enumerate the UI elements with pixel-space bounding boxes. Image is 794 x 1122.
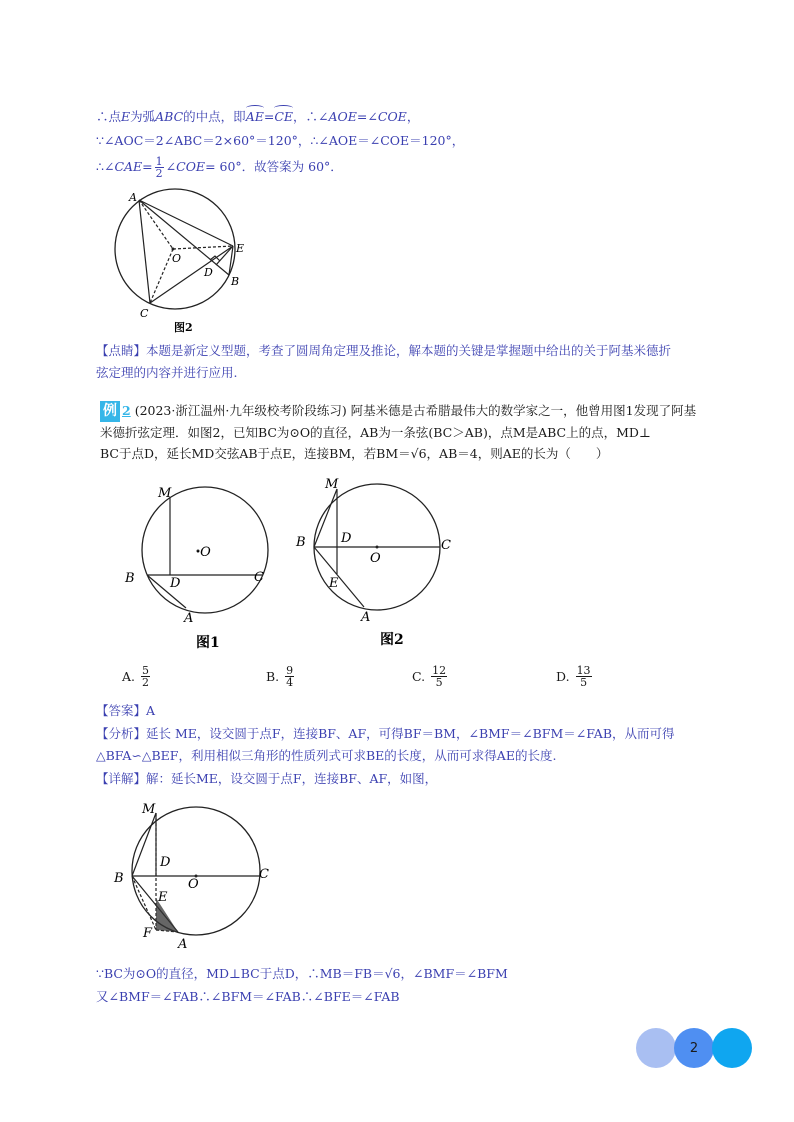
example-number: 2	[122, 403, 131, 418]
fig2-bm	[314, 489, 337, 547]
detail-label-f: F	[143, 926, 153, 941]
answer-line: 【答案】A	[96, 703, 156, 718]
detail-label-d: D	[160, 855, 171, 870]
question-line-3: BC于点D，延长MD交弦AB于点E，连接BM，若BM＝√6，AB＝4，则AE的长为（ ）	[100, 446, 609, 461]
page-number: 2	[689, 1040, 699, 1056]
choice-a[interactable]: A. $\frac{5}{2}$	[122, 664, 150, 689]
segment-oe	[173, 246, 233, 249]
fig2-label-m: M	[325, 478, 339, 492]
fig2-label-b: B	[296, 535, 306, 550]
choice-d[interactable]: D. $\frac{13}{5}$	[556, 664, 591, 689]
fig1-caption: 图1	[196, 635, 220, 651]
figure-top-circle	[104, 186, 264, 336]
proof-line-1: ∵BC为⊙O的直径，MD⊥BC于点D，∴MB＝FB＝√6，∠BMF＝∠BFM	[96, 966, 508, 981]
example-badge: 例	[100, 401, 120, 422]
arc-ae: AE	[245, 109, 264, 124]
fig2-caption: 图2	[380, 632, 404, 648]
figure-caption-top: 图2	[174, 321, 193, 334]
detail-label-m: M	[142, 802, 156, 817]
solution-line-2: ∵∠AOC＝2∠ABC＝2×60°＝120°，∴∠AOE＝∠COE＝120°，	[96, 133, 465, 148]
arc-ce: CE	[274, 109, 294, 124]
figures-1-2	[118, 478, 468, 656]
choice-c[interactable]: C. $\frac{12}{5}$	[412, 664, 447, 689]
detail-line: 【详解】解：延长ME，设交圆于点F，连接BF、AF，如图，	[96, 771, 438, 786]
fig2-label-o: O	[370, 551, 381, 566]
fig1-label-a: A	[184, 611, 194, 626]
fraction-half: $\frac{1}{2}$	[155, 155, 163, 180]
comment-line-2: 弦定理的内容并进行应用.	[96, 365, 238, 380]
proof-line-2: 又∠BMF＝∠FAB∴∠BFM＝∠FAB∴∠BFE＝∠FAB	[96, 989, 400, 1004]
page-circle-dark	[712, 1028, 752, 1068]
question-line-1: 例 2 (2023·浙江温州·九年级校考阶段练习) 阿基米德是古希腊最伟大的数学家之一，他曾用图1发现了阿基	[100, 400, 700, 422]
fig2-center	[376, 546, 379, 549]
fig2-label-d: D	[341, 531, 352, 546]
fig2-label-a: A	[361, 610, 371, 625]
fig1-label-b: B	[125, 571, 135, 586]
label-e: E	[236, 242, 245, 255]
fig1-label-c: C	[254, 570, 264, 585]
figure-detail	[108, 798, 288, 958]
detail-label-b: B	[114, 871, 124, 886]
fig1-label-d: D	[170, 576, 181, 591]
label-c: C	[140, 307, 149, 320]
label-a: A	[129, 191, 137, 204]
segment-ac	[139, 200, 150, 303]
choice-b[interactable]: B. $\frac{9}{4}$	[266, 664, 294, 689]
detail-label-o: O	[188, 877, 199, 892]
label-d: D	[204, 266, 213, 279]
example-question	[100, 400, 700, 464]
detail-bm	[132, 813, 156, 876]
figure-1	[124, 486, 268, 651]
detail-label-a: A	[178, 937, 188, 952]
fig1-label-o: ·O	[196, 545, 211, 560]
page-circle-light	[636, 1028, 676, 1068]
label-o: O	[172, 252, 182, 265]
solution-line-1: ∴点E为弧ABC的中点，即AE=CE，∴∠AOE=∠COE，	[96, 109, 420, 124]
analysis-line-1: 【分析】延长 ME，设交圆于点F，连接BF、AF，可得BF＝BM，∠BMF＝∠BFM＝∠FAB，从而可得	[96, 726, 675, 741]
page-number-badge	[636, 1028, 752, 1068]
solution-line-3: ∴∠CAE= $\frac{1}{2}$ ∠COE= 60°．故答案为 60°．	[96, 155, 343, 180]
detail-bf	[132, 876, 156, 930]
analysis-line-2: △BFA∽△BEF，利用相似三角形的性质列式可求BE的长度，从而可求得AE的长度.	[96, 748, 557, 763]
question-line-2: 米德折弦定理．如图2，已知BC为⊙O的直径，AB为一条弦(BC＞AB)，点M是ABC上的点，MD⊥	[100, 425, 651, 440]
fig1-label-m: M	[158, 486, 172, 501]
label-b: B	[231, 275, 240, 288]
detail-label-c: C	[259, 867, 269, 882]
figure-2	[295, 478, 451, 648]
detail-label-e: E	[158, 890, 168, 905]
center-dot	[172, 248, 175, 251]
fig2-label-e: E	[329, 576, 339, 591]
fig2-label-c: C	[441, 538, 451, 553]
comment-line-1: 【点睛】本题是新定义型题，考查了圆周角定理及推论，解本题的关键是掌握题中给出的关于阿基米德折	[96, 343, 672, 358]
